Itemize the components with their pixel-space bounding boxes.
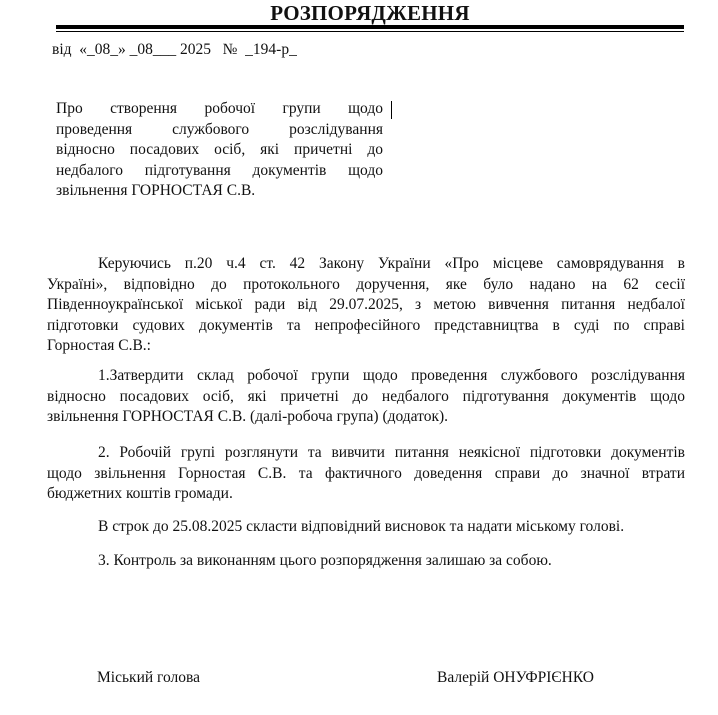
signatory-name: Валерій ОНУФРІЄНКО xyxy=(437,669,595,686)
paragraph-line: підготовки судових документів та непрофесійного представництва в суді по справі xyxy=(47,316,685,334)
header-rule-thin xyxy=(56,31,684,32)
paragraph-line: Керуючись п.20 ч.4 ст. 42 Закону України «Про місцеве самоврядування в xyxy=(98,255,685,272)
paragraph-line: 1.Затвердити склад робочої групи щодо проведення службового розслідування xyxy=(98,367,685,384)
subject-line: звільнення ГОРНОСТАЯ С.В. xyxy=(56,182,256,199)
signatory-position: Міський голова xyxy=(97,669,201,686)
item-2-paragraph xyxy=(47,443,685,505)
subject-line: Про створення робочої групи щодо xyxy=(56,100,383,117)
paragraph-line: Україні», відповідно до протокольного доручення, яке було надано на 62 сесії xyxy=(47,275,685,293)
paragraph-line: звільнення ГОРНОСТАЯ С.В. (далі-робоча група) (додаток). xyxy=(47,408,449,425)
header-rule-thick xyxy=(56,25,684,29)
paragraph-line: Південноукраїнської міської ради від 29.07.2025, з метою вивчення питання недбалої xyxy=(47,296,685,313)
subject-line: відносно посадових осіб, які причетні до xyxy=(56,141,383,158)
paragraph-line: щодо звільнення Горностая С.В. та фактичного доведення справи до значної втрати xyxy=(47,464,685,482)
date-number-line: від «_08_» _08___ 2025 № _194-р_ xyxy=(52,41,297,58)
item-1-paragraph xyxy=(47,366,685,428)
paragraph-line: бюджетних коштів громади. xyxy=(47,485,233,502)
deadline-paragraph: В строк до 25.08.2025 скласти відповідний висновок та надати міському голові. xyxy=(98,518,625,535)
subject-block xyxy=(56,99,383,202)
paragraph-line: відносно посадових осіб, які причетні до недбалого підготування документів щодо xyxy=(47,387,685,405)
paragraph-line: 2. Робочій групі розглянути та вивчити питання неякісної підготовки документів xyxy=(98,444,685,461)
item-3-paragraph: 3. Контроль за виконанням цього розпорядження залишаю за собою. xyxy=(98,552,552,569)
subject-line: недбалого підготування документів щодо xyxy=(56,161,383,179)
paragraph-line: Горностая С.В.: xyxy=(47,337,151,354)
text-cursor xyxy=(391,101,392,119)
document-title: РОЗПОРЯДЖЕННЯ xyxy=(270,1,470,25)
subject-line: проведення службового розслідування xyxy=(56,120,383,138)
preamble-paragraph xyxy=(47,254,685,357)
